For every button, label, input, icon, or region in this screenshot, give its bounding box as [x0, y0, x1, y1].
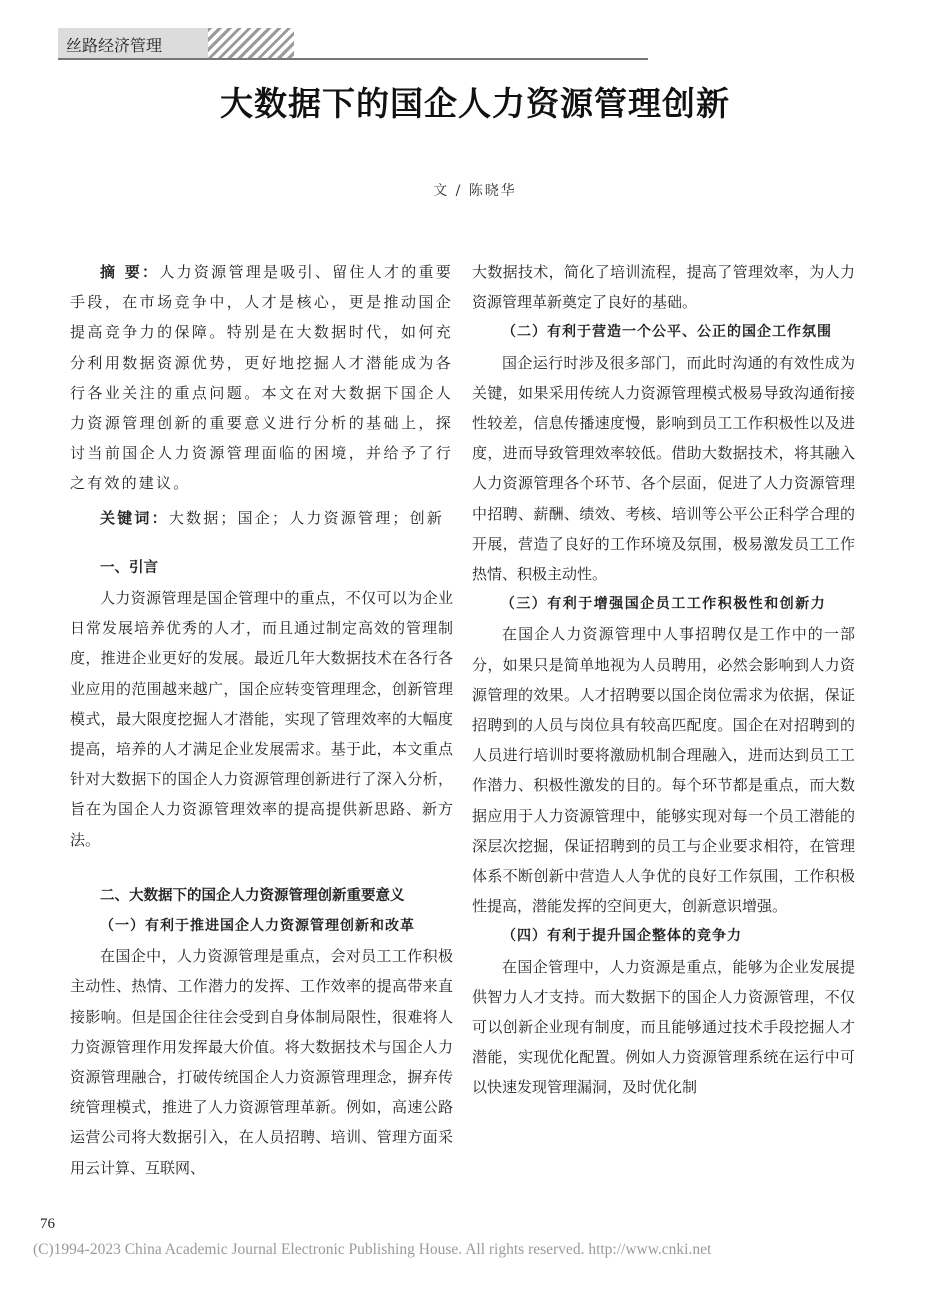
copyright-notice: (C)1994-2023 China Academic Journal Electronic Publishing House. All rights reserved. http://www.cnki.net — [33, 1241, 712, 1258]
section-heading-2: 二、大数据下的国企人力资源管理创新重要意义 — [100, 887, 405, 904]
journal-label-box — [58, 28, 208, 58]
header-rule — [58, 58, 648, 60]
keywords-text: 大数据；国企；人力资源管理；创新 — [168, 508, 445, 527]
subsection-4-paragraph: 在国企管理中，人力资源是重点，能够为企业发展提供智力人才支持。而大数据下的国企人力资源管理，不仅可以创新企业现有制度，而且能够通过技术手段挖掘人才潜能，实现优化配置。例如人力资源管理系统在运行中可以快速发现管理漏洞，及时优化制 — [472, 957, 855, 1097]
section-heading-intro: 一、引言 — [100, 559, 158, 576]
abstract-text: 人力资源管理是吸引、留住人才的重要手段，在市场竞争中，人才是核心，更是推动国企提高竞争力的保障。特别是在大数据时代，如何充分利用数据资源优势，更好地挖掘人才潜能成为各行各业关注的重点问题。本文在对大数据下国企人力资源管理创新的重要意义进行分析的基础上，探讨当前国企人力资源管理面临的困境，并给予了行之有效的建议。 — [70, 263, 453, 493]
journal-name: 丝路经济管理 — [66, 36, 163, 55]
subsection-heading-2: （二）有利于营造一个公平、公正的国企工作氛围 — [502, 324, 832, 341]
subsection-1-paragraph: 在国企中，人力资源管理是重点，会对员工工作积极主动性、热情、工作潜力的发挥、工作效率的提高带来直接影响。但是国企往往会受到自身体制局限性，很难将人力资源管理作用发挥最大价值。将大数据技术与国企人力资源管理融合，打破传统国企人力资源管理理念，摒弃传统管理模式，推进了人力资源管理革新。例如，高速公路运营公司将大数据引入，在人员招聘、培训、管理方面采用云计算、互联网、 — [70, 947, 453, 1177]
left-column — [70, 257, 453, 1183]
article-author: 文 / 陈晓华 — [433, 183, 517, 199]
abstract-label: 摘 要： — [100, 263, 160, 281]
intro-paragraph: 人力资源管理是国企管理中的重点，不仅可以为企业日常发展培养优秀的人才，而且通过制定高效的管理制度，推进企业更好的发展。最近几年大数据技术在各行各业应用的范围越来越广，国企应转变管理理念，创新管理模式，最大限度挖掘人才潜能，实现了管理效率的大幅度提高，培养的人才满足企业发展需求。基于此，本文重点针对大数据下的国企人力资源管理创新进行了深入分析，旨在为国企人力资源管理效率的提高提供新思路、新方法。 — [70, 589, 453, 849]
header-stripe-decoration — [208, 28, 294, 58]
spacer — [70, 855, 453, 881]
article-title: 大数据下的国企人力资源管理创新 — [220, 84, 730, 123]
page-number: 76 — [40, 1216, 55, 1232]
subsection-1-paragraph-cont: 大数据技术，简化了培训流程，提高了管理效率，为人力资源管理革新奠定了良好的基础。 — [472, 263, 855, 312]
keywords-label: 关键词： — [100, 508, 169, 527]
right-column — [472, 257, 855, 1103]
subsection-2-paragraph: 国企运行时涉及很多部门，而此时沟通的有效性成为关键，如果采用传统人力资源管理模式极易导致沟通衔接性较差，信息传播速度慢，影响到员工工作积极性以及进度，进而导致管理效率较低。借助大数据技术，将其融入人力资源管理各个环节、各个层面，促进了人力资源管理中招聘、薪酬、绩效、考核、培训等公平公正科学合理的开展，营造了良好的工作环境及氛围，极易激发员工工作热情、积极主动性。 — [472, 353, 855, 584]
subsection-heading-1: （一）有利于推进国企人力资源管理创新和改革 — [100, 918, 415, 935]
keywords — [70, 503, 453, 533]
subsection-heading-3: （三）有利于增强国企员工工作积极性和创新力 — [500, 596, 827, 613]
subsection-heading-4: （四）有利于提升国企整体的竞争力 — [502, 928, 742, 945]
abstract — [70, 257, 453, 499]
spacer — [70, 533, 453, 553]
journal-header — [58, 28, 648, 60]
subsection-3-paragraph: 在国企人力资源管理中人事招聘仅是工作中的一部分，如果只是简单地视为人员聘用，必然会影响到人力资源管理的效果。人才招聘要以国企岗位需求为依据，保证招聘到的人员与岗位具有较高匹配度。国企在对招聘到的人员进行培训时要将激励机制合理融入，进而达到员工工作潜力、积极性激发的目的。每个环节都是重点，而大数据应用于人力资源管理中，能够实现对每一个员工潜能的深层次挖掘，保证招聘到的员工与企业要求相符，在管理体系不断创新中营造人人争优的良好工作氛围，工作积极性提高，潜能发挥的空间更大，创新意识增强。 — [472, 625, 855, 916]
